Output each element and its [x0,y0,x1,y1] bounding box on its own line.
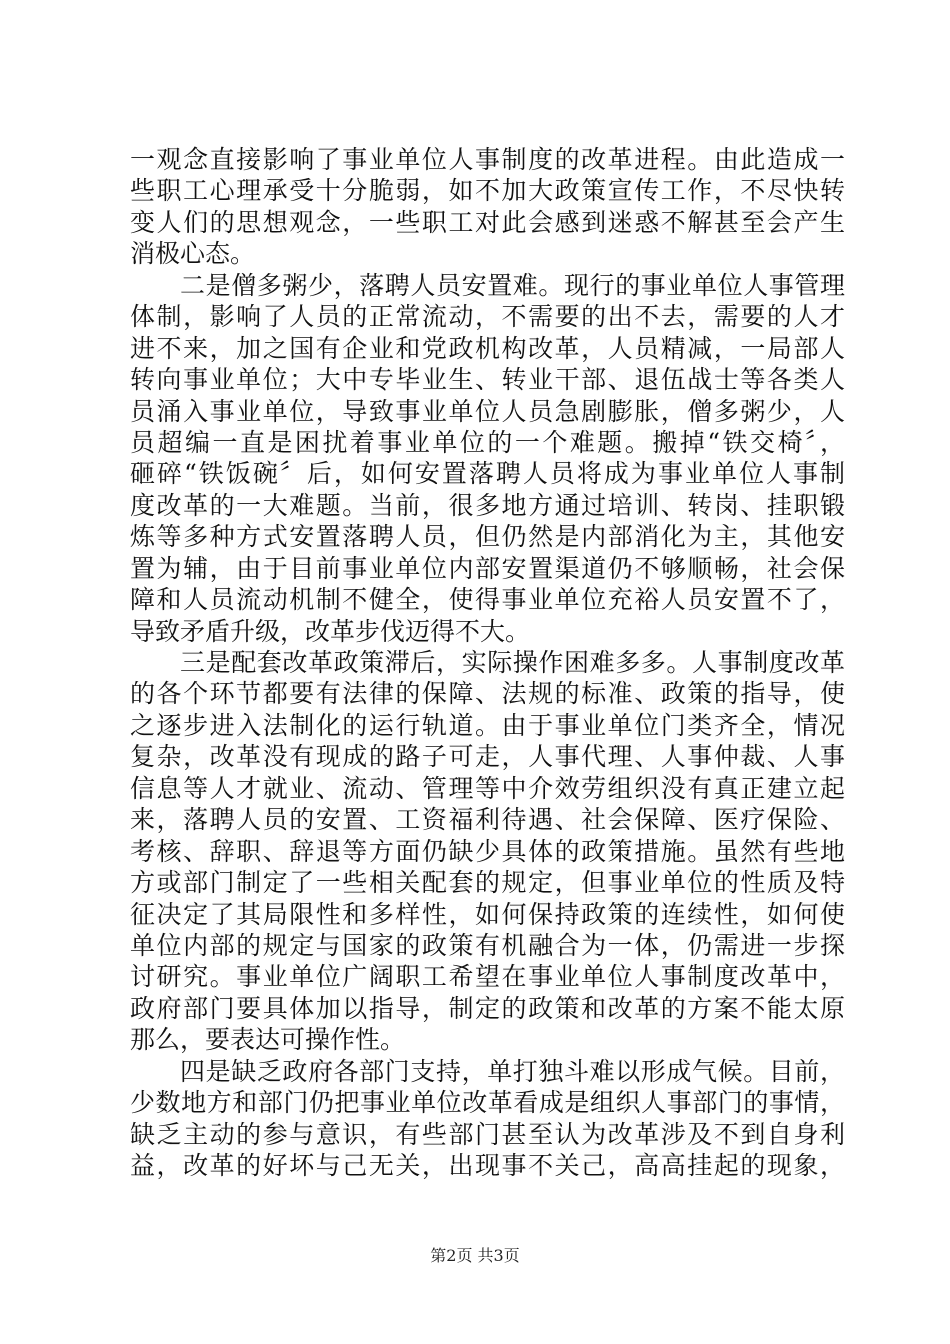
text-line: 员涌入事业单位，导致事业单位人员急剧膨胀，僧多粥少，人 [130,396,845,426]
text-line: 复杂，改革没有现成的路子可走，人事代理、人事仲裁、人事 [130,742,845,772]
text-line: 炼等多种方式安置落聘人员，但仍然是内部消化为主，其他安 [130,522,845,552]
text-line: 征决定了其局限性和多样性，如何保持政策的连续性，如何使 [130,899,845,929]
paragraph [130,270,845,647]
text-line: 些职工心理承受十分脆弱，如不加大政策宣传工作，不尽快转 [130,176,845,206]
text-line: 体制，影响了人员的正常流动，不需要的出不去，需要的人才 [130,302,845,332]
text-line: 导致矛盾升级，改革步伐迈得不大。 [130,616,531,646]
page-footer: 第2页 共3页 [430,1246,520,1265]
text-line: 三是配套改革政策滞后，实际操作困难多多。人事制度改革 [180,648,845,677]
text-line: 的各个环节都要有法律的保障、法规的标准、政策的指导，使 [130,679,845,709]
text-line: 员超编一直是困扰着事业单位的一个难题。搬掉“铁交椅〞， [130,427,845,457]
text-line: 障和人员流动机制不健全，使得事业单位充裕人员安置不了， [130,585,845,615]
text-line: 进不来，加之国有企业和党政机构改革，人员精减，一局部人 [130,333,845,363]
text-line: 讨研究。事业单位广阔职工希望在事业单位人事制度改革中， [130,962,845,992]
paragraph [130,647,845,1056]
text-line: 考核、辞职、辞退等方面仍缺少具体的政策措施。虽然有些地 [130,836,845,866]
text-line: 置为辅，由于目前事业单位内部安置渠道仍不够顺畅，社会保 [130,553,845,583]
text-line: 信息等人才就业、流动、管理等中介效劳组织没有真正建立起 [130,773,845,803]
text-line: 少数地方和部门仍把事业单位改革看成是组织人事部门的事情， [130,1088,845,1118]
text-line: 四是缺乏政府各部门支持，单打独斗难以形成气候。目前， [180,1056,845,1086]
text-line: 益，改革的好坏与己无关，出现事不关己，高高挂起的现象， [130,1151,845,1180]
text-line: 砸碎“铁饭碗〞后，如何安置落聘人员将成为事业单位人事制 [130,459,845,489]
text-line: 那么，要表达可操作性。 [130,1025,406,1055]
text-line: 方或部门制定了一些相关配套的规定，但事业单位的性质及特 [130,868,845,898]
text-line: 单位内部的规定与国家的政策有机融合为一体，仍需进一步探 [130,930,845,960]
text-line: 缺乏主动的参与意识，有些部门甚至认为改革涉及不到自身利 [130,1119,845,1149]
text-line: 度改革的一大难题。当前，很多地方通过培训、转岗、挂职锻 [130,490,845,520]
text-line: 变人们的思想观念，一些职工对此会感到迷惑不解甚至会产生 [130,207,845,237]
text-line: 来，落聘人员的安置、工资福利待遇、社会保障、医疗保险、 [130,805,845,835]
text-line: 转向事业单位；大中专毕业生、转业干部、退伍战士等各类人 [130,365,845,395]
document-body [130,144,845,1181]
text-line: 政府部门要具体加以指导，制定的政策和改革的方案不能太原 [130,993,845,1023]
text-line: 一观念直接影响了事业单位人事制度的改革进程。由此造成一 [130,145,845,174]
text-line: 之逐步进入法制化的运行轨道。由于事业单位门类齐全，情况 [130,710,845,740]
paragraph [130,1056,845,1182]
paragraph [130,144,845,270]
text-line: 消极心态。 [130,239,256,269]
text-line: 二是僧多粥少，落聘人员安置难。现行的事业单位人事管理 [180,270,845,300]
